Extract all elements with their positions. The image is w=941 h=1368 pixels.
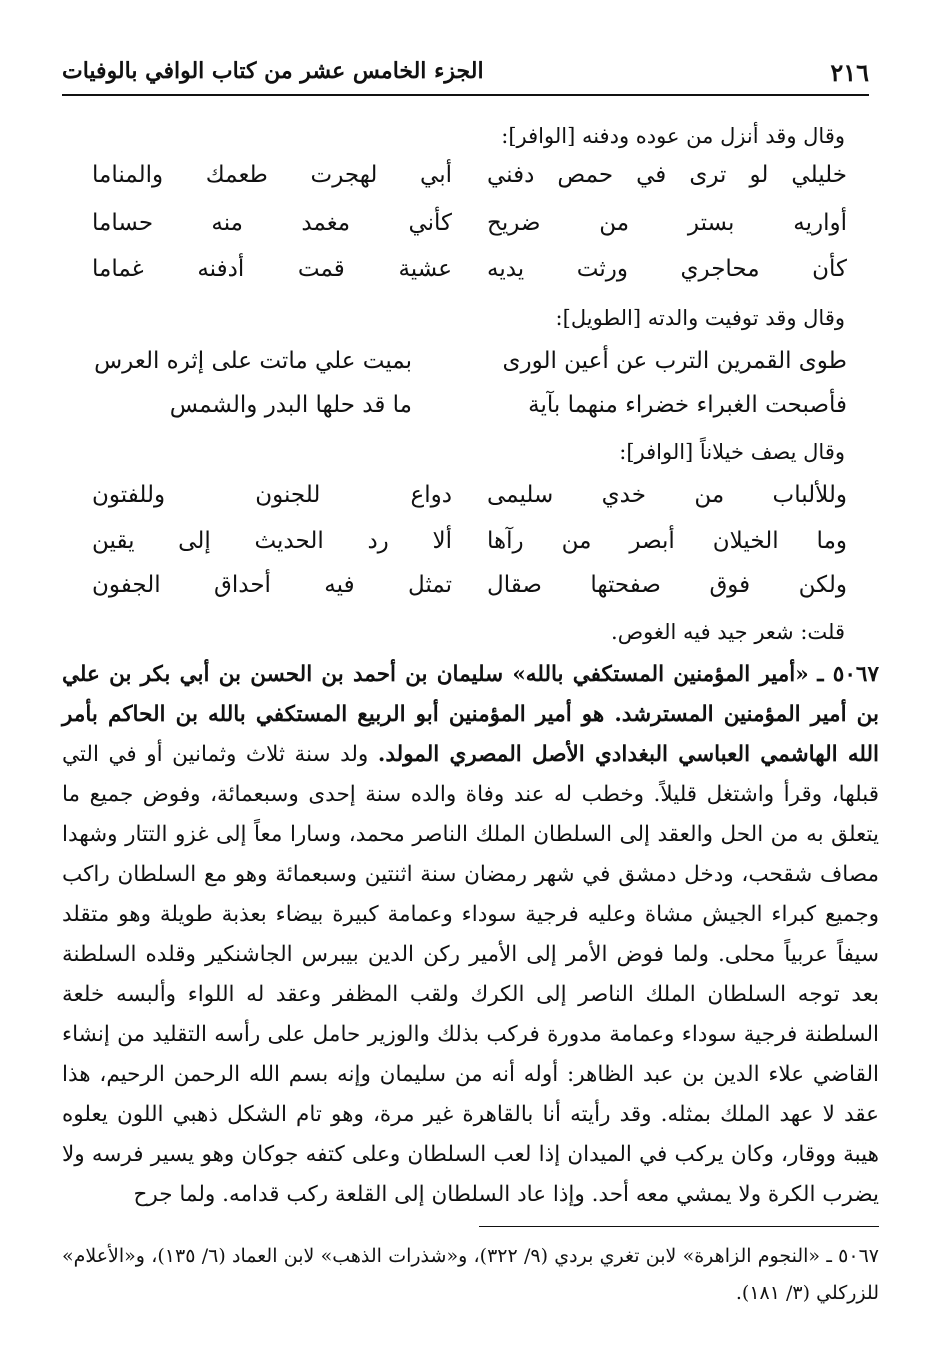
verse-line (92, 210, 847, 254)
header-rule (62, 94, 869, 96)
verse-second-hemistich: تمثل فيه أحداق الجفون (92, 572, 452, 598)
verse-first-hemistich: طوى القمرين الترب عن أعين الورى (502, 348, 847, 374)
entry-number: ٥٠٦٧ ـ (817, 662, 879, 687)
page-number: ٢١٦ (830, 58, 869, 87)
editor-note: قلت: شعر جيد فيه الغوص. (611, 620, 845, 644)
verse-first-hemistich: كأن محاجري ورثت يديه (487, 256, 847, 282)
entry-heading: «أمير المؤمنين المستكفي بالله» سليمان بن أحمد بن الحسن بن أبي بكر بن علي بن أمير المؤمنين المسترشد. هو أمير المؤمنين أبو الربيع المستكفي بالله بن الحاكم بأمر الله الهاشمي العباسي البغدادي الأصل المصري المولد. (62, 662, 879, 767)
verse-second-hemistich: بميت علي ماتت على إثره العرس (94, 348, 412, 374)
verse-second-hemistich: ما قد حلها البدر والشمس (169, 392, 412, 418)
verse-second-hemistich: عشية قمت أدفنه غماما (92, 256, 452, 282)
verse-first-hemistich: خليلي لو ترى في حمص دفني (487, 162, 847, 188)
verse-line (92, 256, 847, 300)
footnote: ٥٠٦٧ ـ «النجوم الزاهرة» لابن تغري بردي (٩/ ٣٢٢)، و«شذرات الذهب» لابن العماد (٦/ ١٣٥)، و«الأعلام» للزركلي (٣/ ١٨١). (62, 1245, 879, 1304)
running-header (62, 52, 869, 96)
poem-intro: وقال وقد أنزل من عوده ودفنه [الوافر]: (501, 124, 845, 148)
verse-first-hemistich: ولكن فوق صفحتها صقال (487, 572, 847, 598)
verse-second-hemistich: ألا رد الحديث إلى يقين (92, 528, 452, 554)
biography-entry (62, 655, 879, 1215)
verse-first-hemistich: أواريه بستر من ضريح (487, 210, 847, 236)
poem-intro: وقال وقد توفيت والدته [الطويل]: (555, 306, 845, 330)
verse-second-hemistich: دواع للجنون وللفتون (92, 482, 452, 508)
running-title: الجزء الخامس عشر من كتاب الوافي بالوفيات (62, 58, 484, 84)
verse-line (92, 162, 847, 206)
verse-second-hemistich: كأني مغمد منه حساما (92, 210, 452, 236)
verse-line (92, 572, 847, 616)
footnote-rule (479, 1226, 879, 1227)
poem-intro: وقال يصف خيلاناً [الوافر]: (619, 440, 845, 464)
verse-first-hemistich: فأصبحت الغبراء خضراء منهما بآية (528, 392, 847, 418)
entry-body: ولد سنة ثلاث وثمانين أو في التي قبلها، وقرأ واشتغل قليلاً. وخطب له عند وفاة والده سنة إحدى وسبعمائة، وفوض جميع ما يتعلق به من الحل والعقد إلى السلطان الملك الناصر محمد، وسارا معاً إلى غزو التتار وشهدا مصاف شقحب، ودخل دمشق في شهر رمضان سنة اثنتين وسبعمائة وهو مع السلطان راكب وجميع كبراء الجيش مشاة وعليه فرجية سوداء وعمامة كبيرة بيضاء بعذبة طويلة وهو متقلد سيفاً عربياً محلى. ولما فوض الأمر إلى الأمير ركن الدين بيبرس الجاشنكير وقلده السلطنة بعد توجه السلطان الملك الناصر إلى الكرك ولقب المظفر وعقد له اللواء وألبسه خلعة السلطنة فرجية سوداء وعمامة مدورة فركب بذلك والوزير حامل على رأسه التقليد من إنشاء القاضي علاء الدين بن عبد الظاهر: أوله أنه من سليمان وإنه بسم الله الرحمن الرحيم، هذا عقد لا عهد الملك بمثله. وقد رأيته أنا بالقاهرة غير مرة، وهو تام الشكل ذهبي اللون يعلوه هيبة ووقار، وكان يركب في الميدان إذا لعب السلطان وعلى كتفه جوكان وهو يسير فرسه ولا يضرب الكرة ولا يمشي معه أحد. وإذا عاد السلطان إلى القلعة ركب قدامه. ولما جرح (62, 742, 879, 1207)
verse-line (92, 348, 847, 392)
verse-line (92, 482, 847, 526)
verse-line (92, 528, 847, 572)
verse-line (92, 392, 847, 436)
verse-first-hemistich: وما الخيلان أبصر من رآها (487, 528, 847, 554)
verse-first-hemistich: وللألباب من خدي سليمى (487, 482, 847, 508)
verse-second-hemistich: أبي لهجرت طعمك والمناما (92, 162, 452, 188)
